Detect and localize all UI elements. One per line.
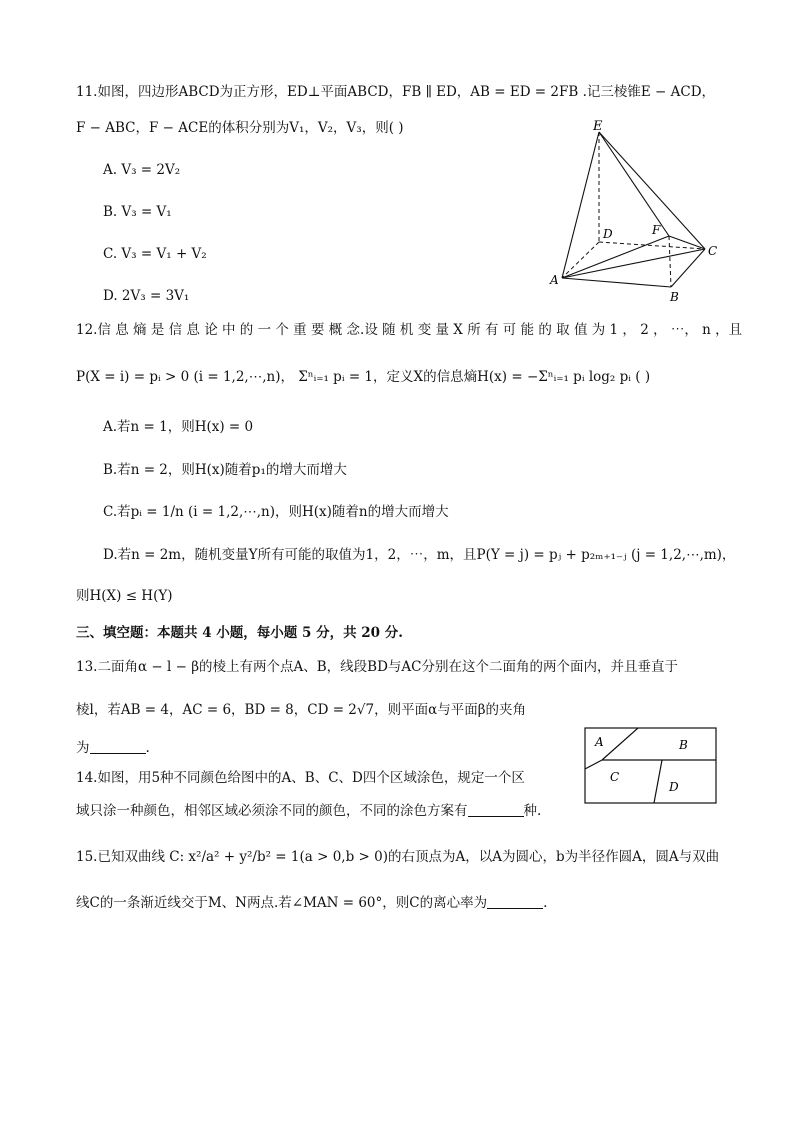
q11-stem-line2: F − ABC，F − ACE的体积分别为V₁，V₂，V₃，则( ) xyxy=(76,120,404,136)
q13-answer-line xyxy=(76,738,150,758)
q12-option-c: C.若pᵢ = 1/n (i = 1,2,⋯,n)，则H(x)随着n的增大而增大 xyxy=(103,504,449,520)
q11-label-d: D xyxy=(603,227,613,241)
q12-option-b: B.若n = 2，则H(x)随着p₁的增大而增大 xyxy=(103,462,347,478)
q14-answer-blank[interactable] xyxy=(468,802,524,817)
q12-option-d-continuation: 则H(X) ≤ H(Y) xyxy=(76,588,173,604)
q14-stem-prefix: 域只涂一种颜色，相邻区域必须涂不同的颜色，不同的涂色方案有 xyxy=(76,803,468,819)
q14-stem-suffix: 种. xyxy=(523,803,542,819)
q12-stem-line2: P(X = i) = pᵢ > 0 (i = 1,2,⋯,n)， Σⁿᵢ₌₁ pᵢ = 1，定义X的信息熵H(x) = −Σⁿᵢ₌₁ pᵢ log₂ pᵢ ( ) xyxy=(76,369,651,385)
q13-stem-line2: 棱l，若AB = 4，AC = 6，BD = 8，CD = 2√7，则平面α与平面β的夹角 xyxy=(76,702,527,718)
q11-label-b: B xyxy=(670,290,679,304)
q11-option-d: D. 2V₃ = 3V₁ xyxy=(103,288,190,304)
q14-label-b: B xyxy=(679,738,688,752)
q15-stem-prefix: 线C的一条渐近线交于M、N两点.若∠MAN = 60°，则C的离心率为 xyxy=(76,895,488,911)
q15-stem-line2 xyxy=(76,893,547,913)
q15-answer-blank[interactable] xyxy=(487,894,543,909)
q14-label-a: A xyxy=(595,735,604,749)
q11-label-f: F xyxy=(652,223,661,237)
q14-stem-line1: 14.如图，用5种不同颜色给图中的A、B、C、D四个区域涂色，规定一个区 xyxy=(76,770,525,786)
q13-answer-prefix: 为 xyxy=(76,740,90,756)
q11-label-e: E xyxy=(593,119,603,134)
q14-stem-line2 xyxy=(76,801,541,821)
q12-stem-line1: 12.信 息 熵 是 信 息 论 中 的 一 个 重 要 概 念.设 随 机 变 量 X 所 有 可 能 的 取 值 为 1 ， 2 ， ⋯， n ，且 xyxy=(76,322,743,338)
q14-label-c: C xyxy=(610,770,620,784)
q11-label-a: A xyxy=(550,273,559,287)
q12-option-a: A.若n = 1，则H(x) = 0 xyxy=(103,419,254,435)
q11-option-b: B. V₃ = V₁ xyxy=(103,204,172,220)
q13-answer-suffix: . xyxy=(145,740,150,756)
q11-option-a: A. V₃ = 2V₂ xyxy=(103,162,181,178)
section-heading-fill-in: 三、填空题：本题共 4 小题，每小题 5 分，共 20 分. xyxy=(76,625,403,641)
q14-region-figure xyxy=(584,727,718,805)
q13-answer-blank[interactable] xyxy=(90,739,146,754)
q12-option-d: D.若n = 2m，随机变量Y所有可能的取值为1，2，⋯，m，且P(Y = j) = pⱼ + p₂ₘ₊₁₋ⱼ (j = 1,2,⋯,m)， xyxy=(103,547,736,563)
q11-option-c: C. V₃ = V₁ + V₂ xyxy=(103,246,207,262)
q13-stem-line1: 13.二面角α − l − β的棱上有两个点A、B，线段BD与AC分别在这个二面角的两个面内，并且垂直于 xyxy=(76,659,678,675)
q11-stem-line1: 11.如图，四边形ABCD为正方形，ED⊥平面ABCD，FB ∥ ED，AB = ED = 2FB .记三棱锥E − ACD， xyxy=(76,84,716,100)
q15-stem-suffix: . xyxy=(543,895,548,911)
q11-label-c: C xyxy=(708,244,718,258)
q15-stem-line1: 15.已知双曲线 C: x²/a² + y²/b² = 1(a > 0,b > 0)的右顶点为A，以A为圆心，b为半径作圆A，圆A与双曲 xyxy=(76,849,720,865)
q14-label-d: D xyxy=(669,780,679,794)
q11-pyramid-figure xyxy=(540,112,730,307)
